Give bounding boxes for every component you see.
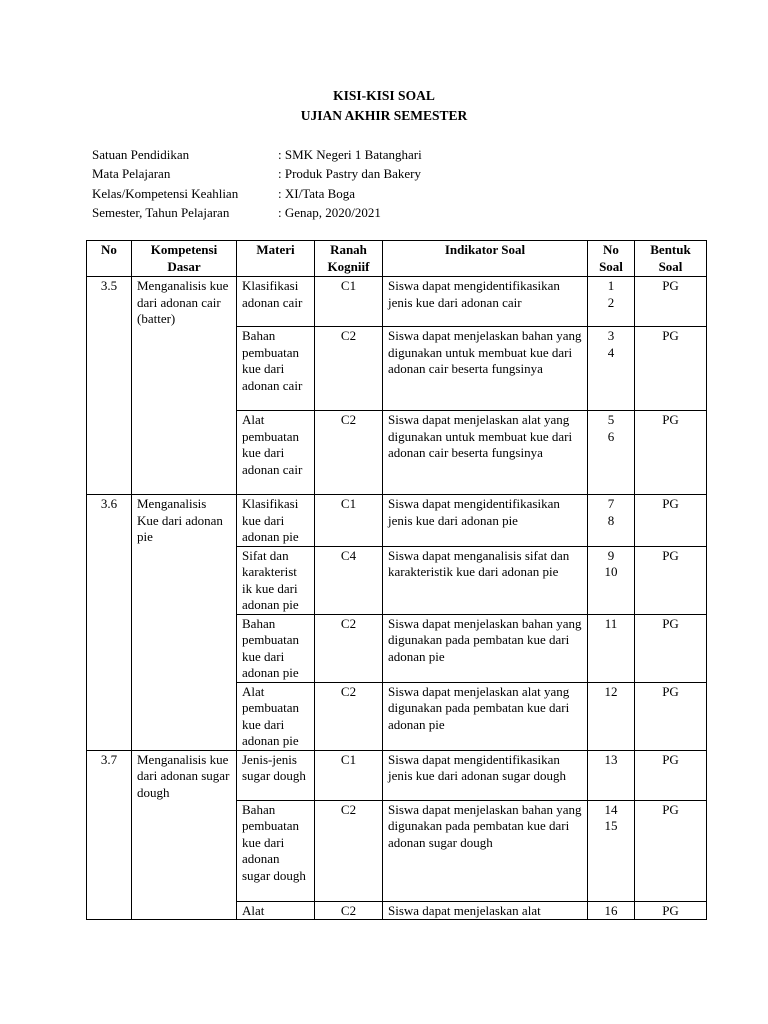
info-value: : Genap, 2020/2021 <box>278 204 381 220</box>
row-materi: Sifat dan karakterist ik kue dari adonan pie <box>237 546 315 614</box>
row-indikator: Siswa dapat mengidentifikasikan jenis kue dari adonan sugar dough <box>383 750 588 800</box>
row-bentuk-soal: PG <box>635 495 707 547</box>
table-header-row <box>87 241 707 277</box>
row-no-soal: 16 <box>588 901 635 920</box>
table-row <box>87 495 707 547</box>
row-ranah: C1 <box>315 495 383 547</box>
table-row <box>87 277 707 327</box>
row-indikator: Siswa dapat mengidentifikasikan jenis kue dari adonan cair <box>383 277 588 327</box>
row-no-soal: 5 6 <box>588 411 635 495</box>
info-label: Mata Pelajaran <box>92 166 171 182</box>
row-ranah: C2 <box>315 614 383 682</box>
row-kompetensi-dasar: Menganalisis Kue dari adonan pie <box>132 495 237 751</box>
header-bentuk-soal: Bentuk Soal <box>635 241 707 277</box>
header-kompetensi-dasar: Kompetensi Dasar <box>132 241 237 277</box>
row-bentuk-soal: PG <box>635 546 707 614</box>
document-subtitle: UJIAN AKHIR SEMESTER <box>300 108 468 123</box>
kisi-kisi-table <box>86 240 707 920</box>
row-materi: Jenis-jenis sugar dough <box>237 750 315 800</box>
row-materi: Klasifikasi kue dari adonan pie <box>237 495 315 547</box>
row-materi: Alat <box>237 901 315 920</box>
row-bentuk-soal: PG <box>635 750 707 800</box>
header-indikator-soal: Indikator Soal <box>383 241 588 277</box>
table-body <box>87 277 707 920</box>
row-no-soal: 3 4 <box>588 327 635 411</box>
row-ranah: C2 <box>315 411 383 495</box>
row-no: 3.6 <box>87 495 132 751</box>
row-no-soal: 14 15 <box>588 800 635 901</box>
info-value: : SMK Negeri 1 Batanghari <box>278 147 422 162</box>
row-indikator: Siswa dapat menjelaskan bahan yang digunakan pada pembatan kue dari adonan pie <box>383 614 588 682</box>
row-no-soal: 1 2 <box>588 277 635 327</box>
row-materi: Alat pembuatan kue dari adonan pie <box>237 682 315 750</box>
row-no-soal: 13 <box>588 750 635 800</box>
row-ranah: C1 <box>315 750 383 800</box>
header-materi: Materi <box>237 241 315 277</box>
row-ranah: C2 <box>315 682 383 750</box>
row-ranah: C4 <box>315 546 383 614</box>
row-bentuk-soal: PG <box>635 800 707 901</box>
row-no-soal: 11 <box>588 614 635 682</box>
info-label: Kelas/Kompetensi Keahlian <box>92 185 239 201</box>
row-bentuk-soal: PG <box>635 277 707 327</box>
row-kompetensi-dasar: Menganalisis kue dari adonan cair (batter) <box>132 277 237 495</box>
row-indikator: Siswa dapat menganalisis sifat dan karakteristik kue dari adonan pie <box>383 546 588 614</box>
row-indikator: Siswa dapat mengidentifikasikan jenis kue dari adonan pie <box>383 495 588 547</box>
row-kompetensi-dasar: Menganalisis kue dari adonan sugar dough <box>132 750 237 920</box>
row-materi: Alat pembuatan kue dari adonan cair <box>237 411 315 495</box>
row-bentuk-soal: PG <box>635 614 707 682</box>
row-materi: Klasifikasi adonan cair <box>237 277 315 327</box>
row-indikator: Siswa dapat menjelaskan alat yang digunakan pada pembatan kue dari adonan pie <box>383 682 588 750</box>
row-indikator: Siswa dapat menjelaskan bahan yang digunakan pada pembatan kue dari adonan sugar dough <box>383 800 588 901</box>
row-indikator: Siswa dapat menjelaskan alat <box>383 901 588 920</box>
row-materi: Bahan pembuatan kue dari adonan cair <box>237 327 315 411</box>
row-bentuk-soal: PG <box>635 901 707 920</box>
row-ranah: C2 <box>315 901 383 920</box>
header-ranah-kognitif: Ranah Kogniif <box>315 241 383 277</box>
row-bentuk-soal: PG <box>635 411 707 495</box>
document-title: KISI-KISI SOAL <box>333 88 435 103</box>
row-materi: Bahan pembuatan kue dari adonan pie <box>237 614 315 682</box>
table-row <box>87 750 707 800</box>
header-no-soal: No Soal <box>588 241 635 277</box>
info-label: Semester, Tahun Pelajaran <box>92 204 230 220</box>
row-ranah: C1 <box>315 277 383 327</box>
header-no: No <box>87 241 132 277</box>
row-materi: Bahan pembuatan kue dari adonan sugar dough <box>237 800 315 901</box>
row-no-soal: 12 <box>588 682 635 750</box>
row-indikator: Siswa dapat menjelaskan bahan yang digunakan untuk membuat kue dari adonan cair beserta fungsinya <box>383 327 588 411</box>
row-no: 3.7 <box>87 750 132 920</box>
info-value: : Produk Pastry dan Bakery <box>278 166 421 182</box>
row-bentuk-soal: PG <box>635 682 707 750</box>
row-indikator: Siswa dapat menjelaskan alat yang digunakan untuk membuat kue dari adonan cair beserta fungsinya <box>383 411 588 495</box>
row-ranah: C2 <box>315 800 383 901</box>
info-label: Satuan Pendidikan <box>92 147 190 162</box>
row-ranah: C2 <box>315 327 383 411</box>
info-value: : XI/Tata Boga <box>278 185 356 201</box>
row-no-soal: 9 10 <box>588 546 635 614</box>
row-no: 3.5 <box>87 277 132 495</box>
row-no-soal: 7 8 <box>588 495 635 547</box>
row-bentuk-soal: PG <box>635 327 707 411</box>
